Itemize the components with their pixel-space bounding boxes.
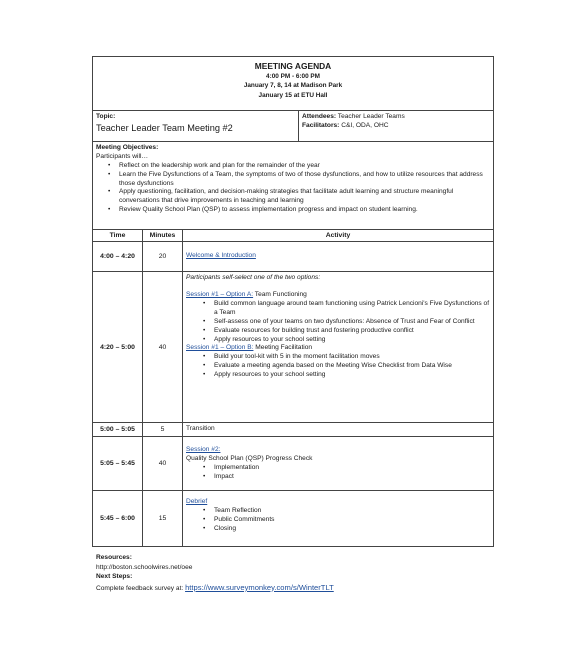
list-item: • Public Commitments: [186, 516, 490, 525]
option-a-title: Team Functioning: [253, 291, 307, 299]
objective-item: • Reflect on the leadership work and plan for the remainder of the year: [96, 162, 490, 171]
facilitators-label: Facilitators:: [302, 121, 340, 129]
table-row: [93, 423, 494, 437]
objective-item: • Apply questioning, facilitation, and decision-making strategies that facilitate adult learning and structure meaningful conversations that drive improvements in teaching and learning: [96, 188, 490, 206]
row-minutes: 40: [143, 272, 183, 423]
list-item: • Self-assess one of your teams on two dysfunctions: Absence of Trust and Fear of Conflict: [186, 318, 490, 327]
session-2-list: [186, 464, 490, 482]
topic-value: Teacher Leader Team Meeting #2: [96, 122, 233, 133]
row-activity: [183, 242, 494, 272]
debrief-link[interactable]: Debrief: [186, 498, 208, 506]
table-row: [93, 491, 494, 547]
objectives-list: [96, 162, 490, 215]
agenda-table: [92, 56, 494, 547]
option-a-link[interactable]: Session #1 – Option A:: [186, 291, 254, 299]
list-item: • Build common language around team functioning using Patrick Lencioni's Five Dysfunctions of a Team: [186, 300, 490, 318]
option-a-heading: [186, 291, 490, 300]
topic-cell: [93, 111, 299, 142]
table-row: [93, 437, 494, 491]
agenda-title: MEETING AGENDA: [254, 61, 332, 71]
topic-label: Topic:: [96, 113, 116, 120]
row-activity: Transition: [183, 423, 494, 437]
next-steps-label: Next Steps:: [96, 573, 133, 581]
debrief-list: [186, 507, 490, 534]
option-b-heading: [186, 344, 490, 353]
row-time: 5:45 – 6:00: [93, 491, 143, 547]
footer-notes: [96, 553, 334, 593]
agenda-header: [93, 57, 494, 111]
table-row: [93, 242, 494, 272]
row-activity: [183, 491, 494, 547]
table-row: [93, 272, 494, 423]
survey-link[interactable]: https://www.surveymonkey.com/s/WinterTLT: [185, 582, 334, 592]
list-item: • Evaluate resources for building trust and fostering productive conflict: [186, 327, 490, 336]
option-b-title: Meeting Facilitation: [253, 344, 313, 352]
agenda-document: [92, 56, 493, 547]
option-b-list: [186, 353, 490, 380]
list-item: • Build your tool-kit with 5 in the moment facilitation moves: [186, 353, 490, 362]
welcome-link[interactable]: Welcome & Introduction: [186, 252, 256, 260]
resources-url[interactable]: http://boston.schoolwires.net/oee: [96, 563, 193, 571]
meeting-time: 4:00 PM - 6:00 PM: [266, 73, 320, 81]
option-a-list: [186, 300, 490, 344]
row-activity: [183, 437, 494, 491]
list-item: • Team Reflection: [186, 507, 490, 516]
list-item: • Apply resources to your school setting: [186, 336, 490, 345]
row-minutes: 40: [143, 437, 183, 491]
option-b-link[interactable]: Session #1 – Option B:: [186, 344, 254, 352]
session-2-link[interactable]: Session #2:: [186, 446, 221, 454]
objectives-intro: Participants will…: [96, 152, 149, 160]
list-item: • Evaluate a meeting agenda based on the Meeting Wise Checklist from Data Wise: [186, 362, 490, 371]
row-minutes: 20: [143, 242, 183, 272]
list-item: • Impact: [186, 473, 490, 482]
meeting-date-2: January 15 at ETU Hall: [258, 91, 328, 99]
row-minutes: 15: [143, 491, 183, 547]
row-time: 4:20 – 5:00: [93, 272, 143, 423]
options-intro: Participants self-select one of the two options:: [186, 274, 321, 282]
session-2-title: Quality School Plan (QSP) Progress Check: [186, 455, 313, 463]
next-steps-text: Complete feedback survey at:: [96, 584, 186, 592]
objectives-label: Meeting Objectives:: [96, 144, 159, 151]
row-time: 5:05 – 5:45: [93, 437, 143, 491]
column-header-time: Time: [93, 230, 143, 242]
list-item: • Apply resources to your school setting: [186, 371, 490, 380]
row-time: 4:00 – 4:20: [93, 242, 143, 272]
resources-label: Resources:: [96, 554, 132, 561]
attendees-value: Teacher Leader Teams: [337, 113, 405, 120]
facilitators-value: C&I, ODA, OHC: [341, 121, 389, 129]
row-activity: [183, 272, 494, 423]
attendees-label: Attendees:: [302, 113, 337, 120]
column-header-activity: Activity: [183, 230, 494, 242]
attendees-cell: [299, 111, 494, 142]
list-item: • Implementation: [186, 464, 490, 473]
objectives-cell: [93, 142, 494, 230]
objective-item: • Review Quality School Plan (QSP) to assess implementation progress and impact on student learning.: [96, 206, 490, 215]
column-header-minutes: Minutes: [143, 230, 183, 242]
objective-item: • Learn the Five Dysfunctions of a Team, the symptoms of two of those dysfunctions, and how to utilize resources that address those dysfunctions: [96, 171, 490, 189]
row-minutes: 5: [143, 423, 183, 437]
list-item: • Closing: [186, 525, 490, 534]
meeting-dates: January 7, 8, 14 at Madison Park: [243, 82, 343, 90]
row-time: 5:00 – 5:05: [93, 423, 143, 437]
